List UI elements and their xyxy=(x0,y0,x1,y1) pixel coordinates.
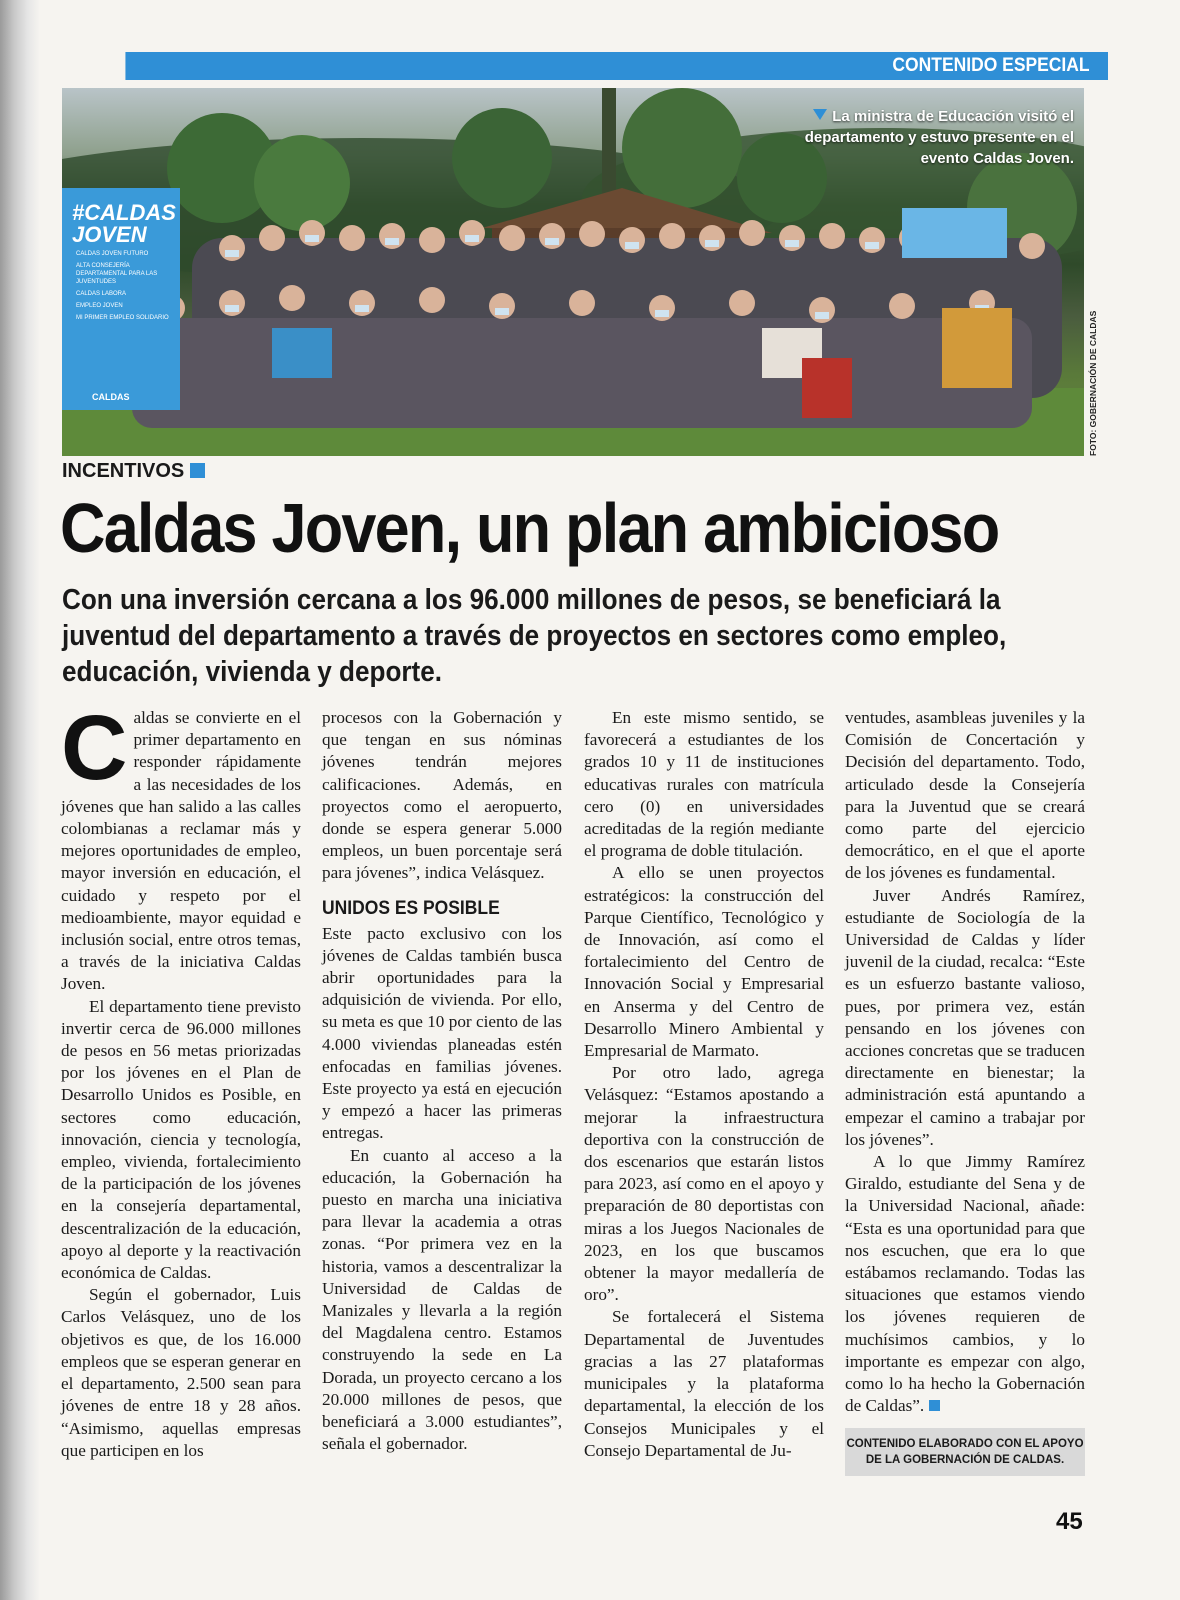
paragraph: procesos con la Gobernación y que tengan en sus nóminas jóvenes tendrán mejores calificaciones. Además, en proyectos como el aeropuerto, donde se espera generar 5.000 empleos, un buen porcentaje será para jóvenes”, indica Velásquez. xyxy=(322,708,562,883)
paragraph: ventudes, asambleas juveniles y la Comisión de Concertación y Decisión del departamento. Todo, articulado desde la Consejería para la Juventud que se creará como parte del ejercicio democrático, en el que el aporte de los jóvenes es fundamental. xyxy=(845,708,1085,883)
sponsor-credit-box: CONTENIDO ELABORADO CON EL APOYO DE LA GOBERNACIÓN DE CALDAS. xyxy=(845,1428,1085,1476)
sign-line: ALTA CONSEJERÍA DEPARTAMENTAL PARA LAS JUVENTUDES xyxy=(76,263,158,285)
sign-line: MI PRIMER EMPLEO SOLIDARIO xyxy=(76,315,169,321)
sign-foot: CALDAS xyxy=(92,392,130,402)
article-column-4 xyxy=(845,707,1085,1418)
paragraph: En este mismo sentido, se favorecerá a estudiantes de los grados 10 y 11 de instituciones educativas rurales con matrícula cero (0) en universidades acreditadas de la región mediante el programa de doble titulación. xyxy=(584,708,824,861)
section-tag xyxy=(62,460,205,483)
paragraph-text: aldas se convierte en el primer departamento en responder rápidamente a las necesidades de los jóvenes que han salido a las calles colombianas a reclamar más y mejores oportunidades de empleo, mayor inversión en educación, el cuidado y respeto por el medioambiente, mayor equidad e inclusión social, entre otros temas, a través de la iniciativa Caldas Joven. xyxy=(61,708,301,994)
sign-line: EMPLEO JOVEN xyxy=(76,303,123,309)
article-column-2 xyxy=(322,707,562,1456)
article-column-1 xyxy=(61,697,301,1462)
drop-cap: C xyxy=(61,697,128,799)
page-number: 45 xyxy=(1056,1508,1083,1535)
paragraph xyxy=(845,1151,1085,1417)
subhead: UNIDOS ES POSIBLE xyxy=(322,897,500,919)
article-column-3 xyxy=(584,707,824,1462)
caption-triangle-icon xyxy=(813,109,827,120)
paragraph: Por otro lado, agrega Velásquez: “Estamos apostando a mejorar la infraestructura deportiva con la construcción de dos escenarios que estarán listos para 2023, así como en el apoyo y preparación de 80 deportistas con miras a los Juegos Nacionales de 2023, en los que buscamos obtener la mayor medallería de oro”. xyxy=(584,1063,824,1305)
group-photo xyxy=(62,88,1084,456)
paragraph: A ello se unen proyectos estratégicos: la construcción del Parque Científico, Tecnológico y de Innovación, así como el fortalecimiento del Centro de Innovación Social y Empresarial en Anserma y del Centro de Desarrollo Minero Ambiental y Empresarial de Marmato. xyxy=(584,863,824,1061)
headline: Caldas Joven, un plan ambicioso xyxy=(60,489,999,567)
sign-logo: #CALDAS JOVEN xyxy=(72,200,176,247)
photo-caption-text: La ministra de Educación visitó el departamento y estuvo presente en el evento Caldas Joven. xyxy=(804,108,1074,167)
sign-line: CALDAS JOVEN FUTURO xyxy=(76,251,149,257)
paragraph: El departamento tiene previsto invertir cerca de 96.000 millones de pesos en 56 metas priorizadas por los jóvenes en el Plan de Desarrollo Unidos es Posible, en sectores como educación, innovación, ciencia y tecnología, empleo, vivienda, fortalecimiento de la participación de los jóvenes en la consejería departamental, descentralización de la educación, apoyo al deporte y la reactivación económica de Caldas. xyxy=(61,996,301,1283)
sign-line: CALDAS LABORA xyxy=(76,291,127,297)
end-square-icon xyxy=(929,1400,940,1411)
paragraph-text: A lo que Jimmy Ramírez Giraldo, estudiante del Sena y de la Universidad Nacional, añade: “Esta es una oportunidad para que nos escuchen, que era lo que estábamos reclamando. Todas las situaciones que estamos viendo los jóvenes requieren de muchísimos cambios, y lo importante es empezar con algo, como lo ha hecho la Gobernación de Caldas”. xyxy=(845,1152,1085,1416)
photo-caption xyxy=(774,106,1074,169)
paragraph: En cuanto al acceso a la educación, la Gobernación ha puesto en marcha una iniciativa para llevar la academia a otras zonas. “Por primera vez en la historia, vamos a descentralizar la Universidad de Caldas de Manizales y llevarla a la región del Magdalena centro. Estamos construyendo la sede en La Dorada, un proyecto cercano a los 20.000 millones de pesos, que beneficiará a 3.000 estudiantes”, señala el gobernador. xyxy=(322,1145,562,1454)
paragraph: Este pacto exclusivo con los jóvenes de Caldas también busca abrir oportunidades para la adquisición de vivienda. Por ello, su meta es que 10 por ciento de las 4.000 viviendas planeadas estén enfocadas en familias jóvenes. Este proyecto ya está en ejecución y empezó a hacer las primeras entregas. xyxy=(322,923,562,1143)
square-icon xyxy=(190,463,205,478)
paragraph: Juver Andrés Ramírez, estudiante de Sociología de la Universidad de Caldas y líder juvenil de la ciudad, recalca: “Este es un esfuerzo bastante valioso, pues, por primera vez, están pensando en los jóvenes con acciones concretas que se traducen directamente en bienestar; la administración está apuntando a empezar el camino a trabajar por los jóvenes”. xyxy=(845,885,1085,1149)
paragraph: Según el gobernador, Luis Carlos Velásquez, uno de los objetivos es que, de los 16.000 empleos que se esperan generar en el departamento, 2.500 sean para jóvenes de entre 18 y 28 años. “Asimismo, aquellas empresas que participen en los xyxy=(61,1285,301,1460)
article-dek: Con una inversión cercana a los 96.000 millones de pesos, se beneficiará la juventud del departamento a través de proyectos en sectores como empleo, educación, vivienda y deporte. xyxy=(62,584,1007,688)
photo-credit: FOTO: GOBERNACIÓN DE CALDAS xyxy=(1088,310,1098,456)
section-banner: CONTENIDO ESPECIAL xyxy=(125,52,1108,80)
paragraph xyxy=(61,697,301,996)
paragraph: Se fortalecerá el Sistema Departamental de Juventudes gracias a las 27 plataformas municipales y la plataforma departamental, la elección de los Consejos Municipales y el Consejo Departamental de Ju- xyxy=(584,1307,824,1460)
section-tag-label: INCENTIVOS xyxy=(62,460,185,482)
page-spine-shadow xyxy=(0,0,40,1600)
caldas-joven-sign xyxy=(62,188,180,410)
